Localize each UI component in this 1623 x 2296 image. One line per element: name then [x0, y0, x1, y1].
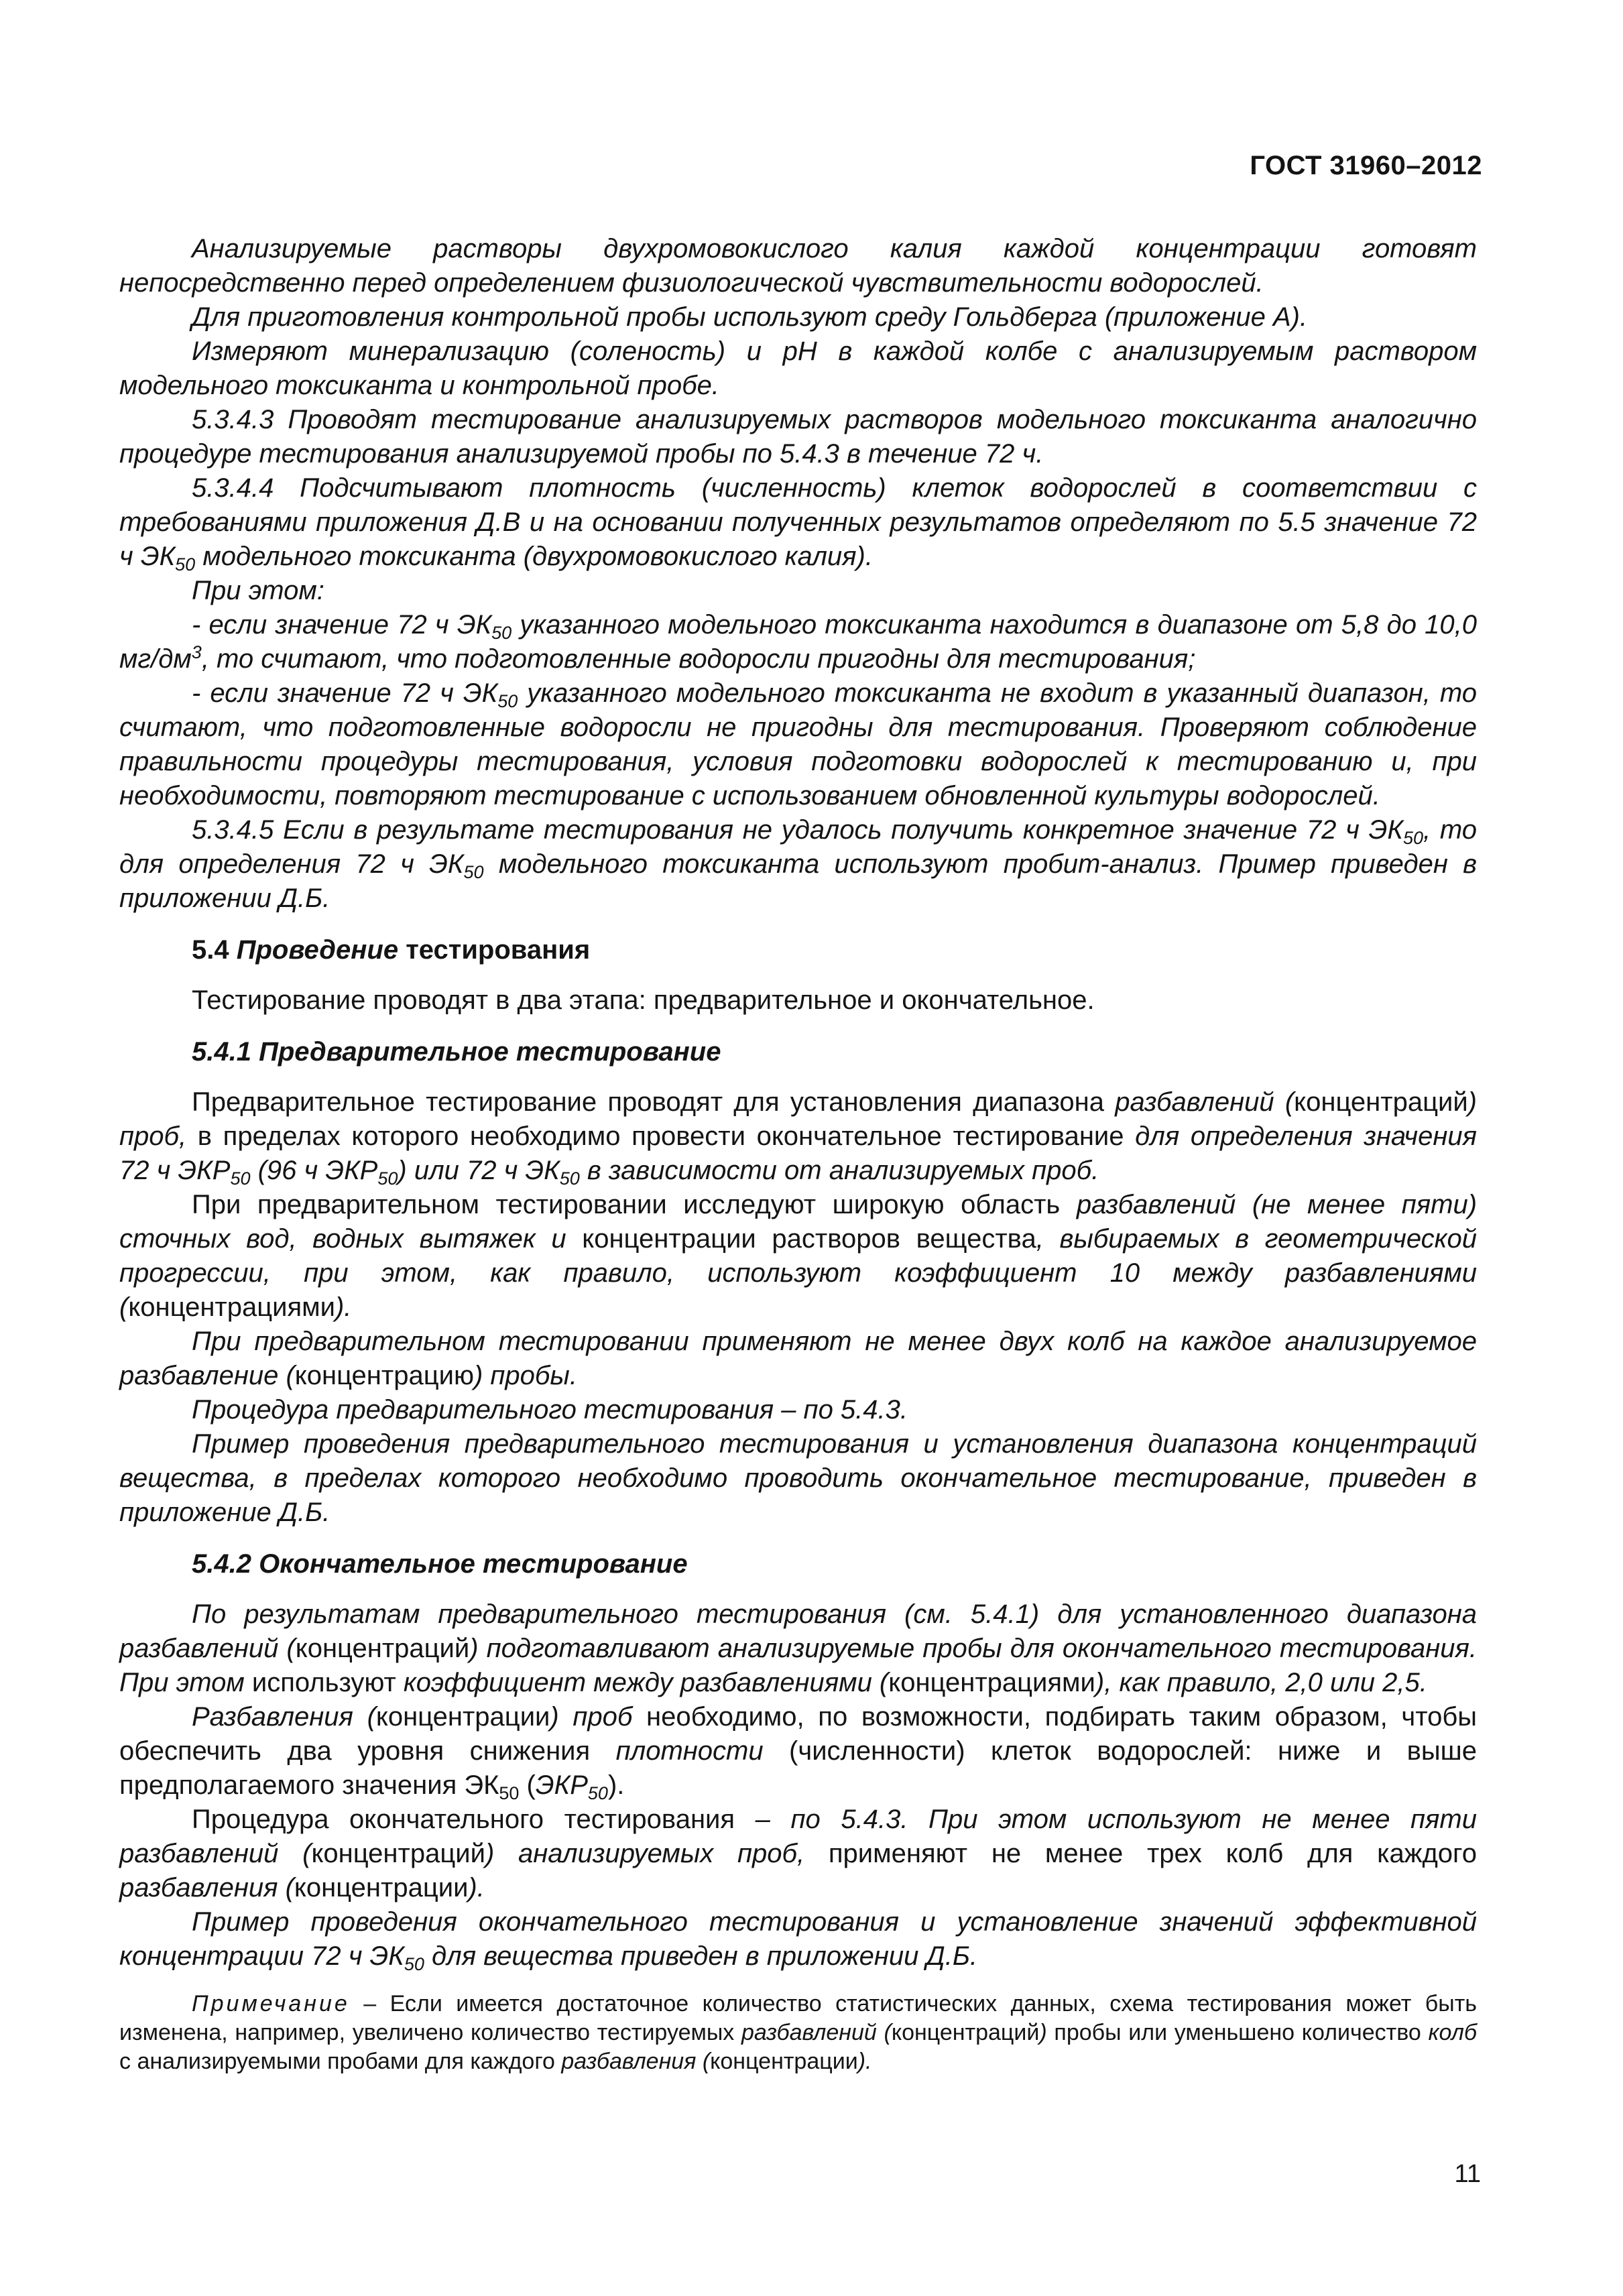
note-paragraph: Примечание – Если имеется достаточное количество статистических данных, схема тестирования может быть изменена, например, увеличено количество тестируемых разбавлений (концентраций) пробы или уменьшено количество колб с анализируемыми пробами для каждого разбавления (концентрации). — [119, 1991, 1478, 2074]
list-item-not-suitable: - если значение 72 ч $ЭК_{50}$ указанного модельного токсиканта не входит в указанный диапазон, то считают, что подготовленные водоросли не пригодны для тестирования. Проверяют соблюдение правильности процедуры тестирования, условия подготовки водорослей к тестированию и, при необходимости, повторяют тестирование с использованием обновленной культуры водорослей. — [119, 678, 1478, 810]
paragraph-5-3-4-4: 5.3.4.4 Подсчитывают плотность (численность) клеток водорослей в соответствии с требованиями приложения Д.В и на основании полученных результатов определяют по 5.5 значение 72 ч $ЭК_{50}$ модельного токсиканта (двухромовокислого калия). — [119, 473, 1477, 575]
paragraph-two-stages: Тестирование проводят в два этапа: предварительное и окончательное. — [192, 985, 1095, 1015]
paragraph-at-that: При этом: — [192, 576, 324, 605]
paragraph-preliminary-example: Пример проведения предварительного тестирования и установления диапазона концентраций вещества, в пределах которого необходимо проводить окончательное тестирование, приведен в приложение Д.Б. — [119, 1429, 1477, 1527]
paragraph-preliminary-procedure: Процедура предварительного тестирования – по 5.4.3. — [192, 1395, 908, 1425]
paragraph-final-example: Пример проведения окончательного тестирования и установление значений эффективной концентрации 72 ч $ЭК_{50}$ для вещества приведен в приложении Д.Б. — [119, 1907, 1477, 1974]
paragraph-solutions-preparation: Анализируемые растворы двухромовокислого калия каждой концентрации готовят непосредственно перед определением физиологической чувствительности водорослей. — [119, 234, 1477, 298]
paragraph-preliminary-purpose: Предварительное тестирование проводят для установления диапазона разбавлений (концентраций) проб, в пределах которого необходимо провести окончательное тестирование для определения значения 72 ч $ЭКР_{50}$ (96 ч $ЭКР_{50}$) или 72 ч $ЭК_{50}$ в зависимости от анализируемых проб. — [119, 1087, 1477, 1189]
paragraph-final-procedure: Процедура окончательного тестирования – по 5.4.3. При этом используют не менее пяти разбавлений (концентраций) анализируемых проб, применяют не менее трех колб для каждого разбавления (концентрации). — [119, 1805, 1477, 1902]
paragraph-5-3-4-5: 5.3.4.5 Если в результате тестирования не удалось получить конкретное значение 72 ч $ЭК_{50}$, то для определения 72 ч $ЭК_{50}$ модельного токсиканта используют пробит-анализ. Пример приведен в приложении Д.Б. — [119, 815, 1478, 913]
paragraph-5-3-4-3: 5.3.4.3 Проводят тестирование анализируемых растворов модельного токсиканта аналогично процедуре тестирования анализируемой пробы по 5.4.3 в течение 72 ч. — [119, 405, 1477, 469]
paragraph-mineralization: Измеряют минерализацию (соленость) и pH в каждой колбе с анализируемым раствором модельного токсиканта и контрольной пробе. — [119, 337, 1477, 400]
note-label: Примечание — [192, 1991, 350, 2016]
section-heading-5-4-1: 5.4.1 Предварительное тестирование — [192, 1037, 721, 1067]
paragraph-final-dilutions: Разбавления (концентрации) проб необходимо, по возможности, подбирать таким образом, чтобы обеспечить два уровня снижения плотности (численности) клеток водорослей: ниже и выше предполагаемого значения $ЭК_{50}$ $(ЭКР_{50})$. — [119, 1702, 1477, 1803]
document-code-header: ГОСТ 31960–2012 — [1250, 151, 1482, 180]
paragraph-preliminary-flasks: При предварительном тестировании применяют не менее двух колб на каждое анализируемое разбавление (концентрацию) пробы. — [119, 1327, 1477, 1390]
section-heading-5-4-2: 5.4.2 Окончательное тестирование — [192, 1549, 688, 1579]
paragraph-preliminary-range: При предварительном тестировании исследуют широкую область разбавлений (не менее пяти) сточных вод, водных вытяжек и концентрации растворов вещества, выбираемых в геометрической прогрессии, при этом, как правило, используют коэффициент 10 между разбавлениями (концентрациями). — [119, 1190, 1478, 1322]
list-item-suitable: - если значение 72 ч $ЭК_{50}$ указанного модельного токсиканта находится в диапазоне от 5,8 до 10,0 $мг/дм^3$, то считают, что подготовленные водоросли пригодны для тестирования; — [119, 610, 1478, 674]
page-number: 11 — [1454, 2160, 1481, 2188]
paragraph-control-sample: Для приготовления контрольной пробы используют среду Гольдберга (приложение А). — [192, 302, 1308, 332]
document-body — [119, 232, 1477, 2076]
section-heading-5-4: 5.4 Проведение тестирования — [192, 935, 591, 965]
paragraph-final-preparation: По результатам предварительного тестирования (см. 5.4.1) для установленного диапазона разбавлений (концентраций) подготавливают анализируемые пробы для окончательного тестирования. При этом используют коэффициент между разбавлениями (концентрациями), как правило, 2,0 или 2,5. — [119, 1599, 1478, 1697]
